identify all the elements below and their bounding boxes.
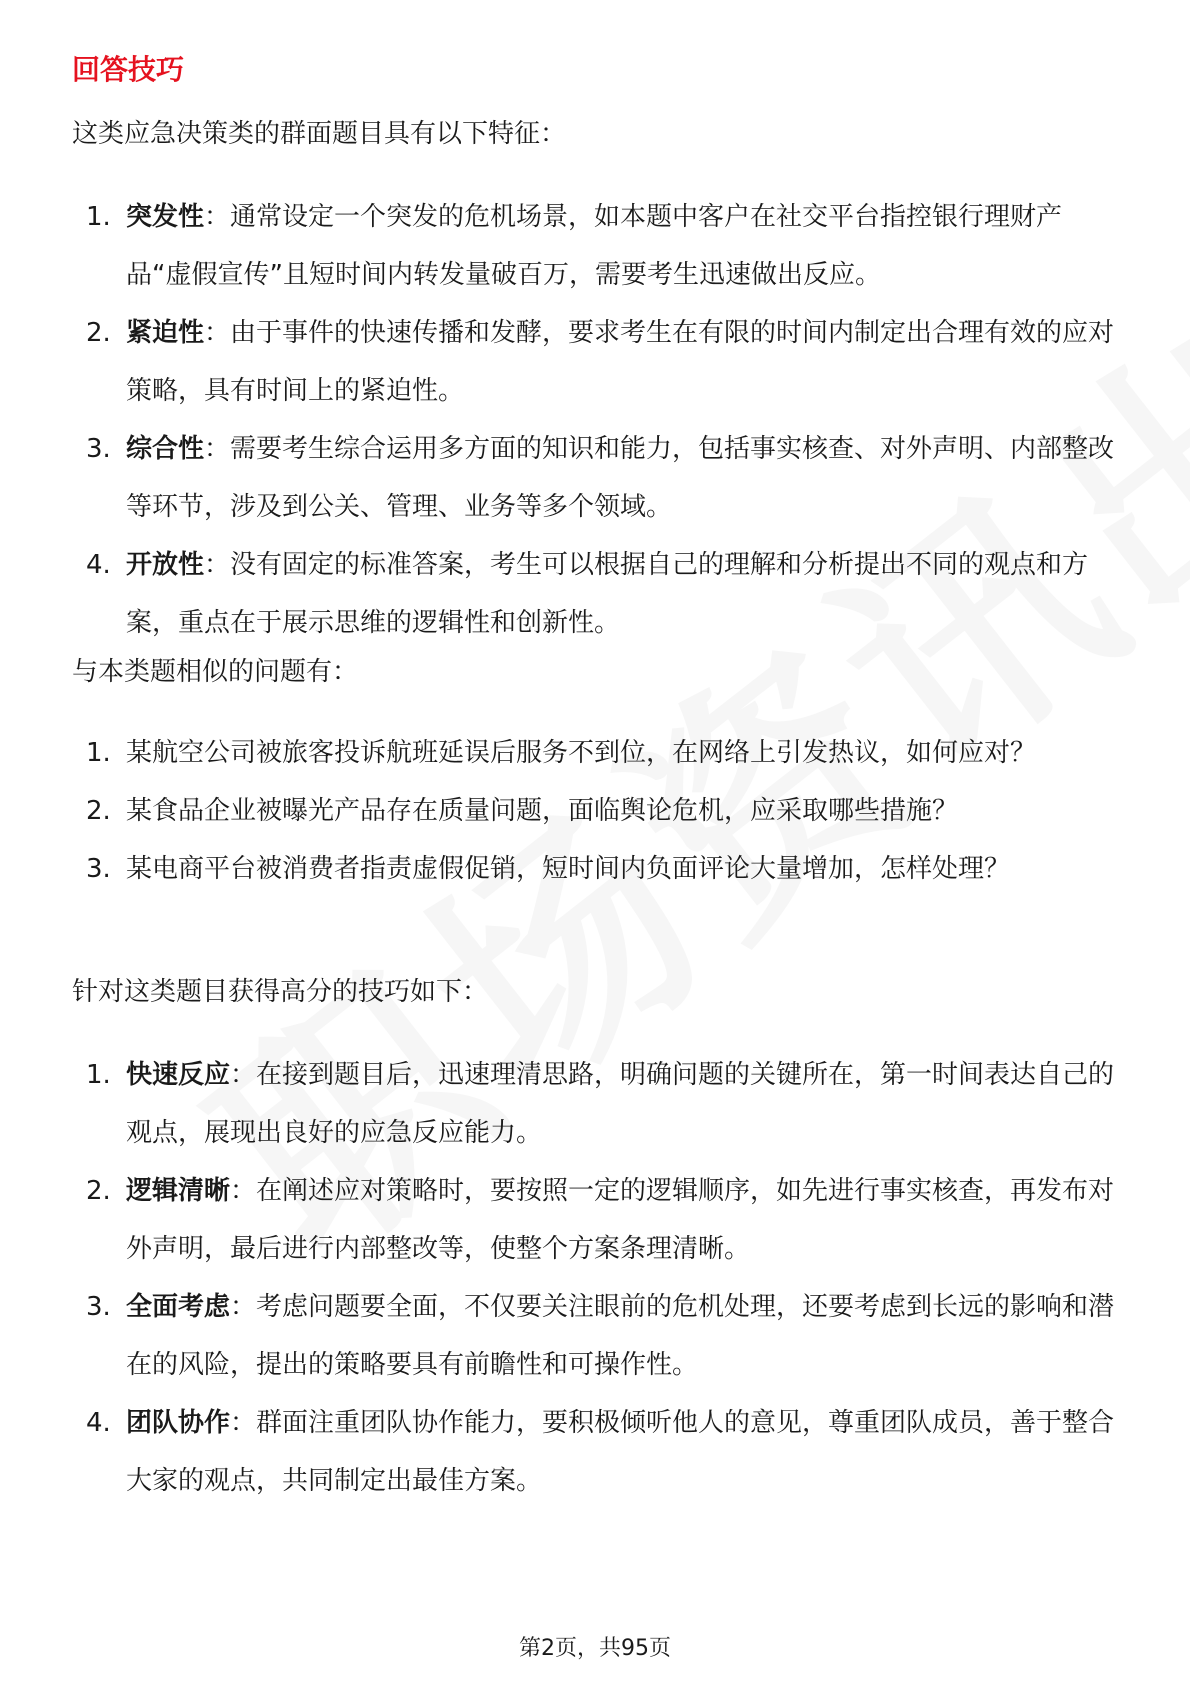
section-heading: 回答技巧 [72,53,185,86]
similar-text: 某食品企业被曝光产品存在质量问题，面临舆论危机，应采取哪些措施？ [126,796,959,826]
tip-term: 全面考虑 [126,1292,231,1322]
list-item [72,1278,1122,1394]
list-item [72,188,1122,304]
tip-text: 在阐述应对策略时，要按照一定的逻辑顺序，如先进行事实核查，再发布对外声明，最后进行内部整改等，使整个方案条理清晰。 [126,1176,1115,1264]
separator: ： [230,1176,257,1206]
feature-term: 突发性 [126,202,205,232]
list-item [72,304,1122,420]
similar-list [72,724,1122,898]
list-number: 3. [86,854,111,884]
list-item [72,1162,1122,1278]
feature-text: 通常设定一个突发的危机场景，如本题中客户在社交平台指控银行理财产品“虚假宣传”且短时间内转发量破百万，需要考生迅速做出反应。 [126,202,1063,290]
intro-features: 这类应急决策类的群面题目具有以下特征： [72,119,567,149]
list-number: 4. [86,1408,111,1438]
tip-term: 团队协作 [126,1408,231,1438]
separator: ： [230,1408,257,1438]
separator: ： [204,550,231,580]
list-number: 1. [86,202,111,232]
list-item [72,1046,1122,1162]
feature-term: 紧迫性 [126,318,205,348]
tip-text: 群面注重团队协作能力，要积极倾听他人的意见，尊重团队成员，善于整合大家的观点，共同制定出最佳方案。 [126,1408,1115,1496]
feature-text: 需要考生综合运用多方面的知识和能力，包括事实核查、对外声明、内部整改等环节，涉及到公关、管理、业务等多个领域。 [126,434,1115,522]
list-number: 4. [86,550,111,580]
list-item [72,724,1122,782]
tip-term: 快速反应 [126,1060,231,1090]
list-item [72,420,1122,536]
feature-term: 开放性 [126,550,205,580]
list-item [72,1394,1122,1510]
separator: ： [230,1060,257,1090]
tips-list [72,1046,1122,1510]
list-item [72,840,1122,898]
feature-text: 没有固定的标准答案，考生可以根据自己的理解和分析提出不同的观点和方案，重点在于展示思维的逻辑性和创新性。 [126,550,1089,638]
features-list [72,188,1122,652]
list-number: 2. [86,1176,111,1206]
tip-term: 逻辑清晰 [126,1176,231,1206]
separator: ： [204,318,231,348]
feature-term: 综合性 [126,434,205,464]
intro-similar: 与本类题相似的问题有： [72,657,359,687]
page-number: 第2页，共95页 [519,1636,671,1661]
separator: ： [204,202,231,232]
list-item [72,536,1122,652]
tip-text: 考虑问题要全面，不仅要关注眼前的危机处理，还要考虑到长远的影响和潜在的风险，提出的策略要具有前瞻性和可操作性。 [126,1292,1115,1380]
list-number: 1. [86,1060,111,1090]
similar-text: 某电商平台被消费者指责虚假促销，短时间内负面评论大量增加，怎样处理？ [126,854,1011,884]
list-item [72,782,1122,840]
separator: ： [230,1292,257,1322]
intro-tips: 针对这类题目获得高分的技巧如下： [72,977,489,1007]
list-number: 2. [86,318,111,348]
list-number: 3. [86,434,111,464]
list-number: 3. [86,1292,111,1322]
tip-text: 在接到题目后，迅速理清思路，明确问题的关键所在，第一时间表达自己的观点，展现出良好的应急反应能力。 [126,1060,1115,1148]
similar-text: 某航空公司被旅客投诉航班延误后服务不到位，在网络上引发热议，如何应对？ [126,738,1037,768]
separator: ： [204,434,231,464]
feature-text: 由于事件的快速传播和发酵，要求考生在有限的时间内制定出合理有效的应对策略，具有时间上的紧迫性。 [126,318,1115,406]
list-number: 2. [86,796,111,826]
list-number: 1. [86,738,111,768]
